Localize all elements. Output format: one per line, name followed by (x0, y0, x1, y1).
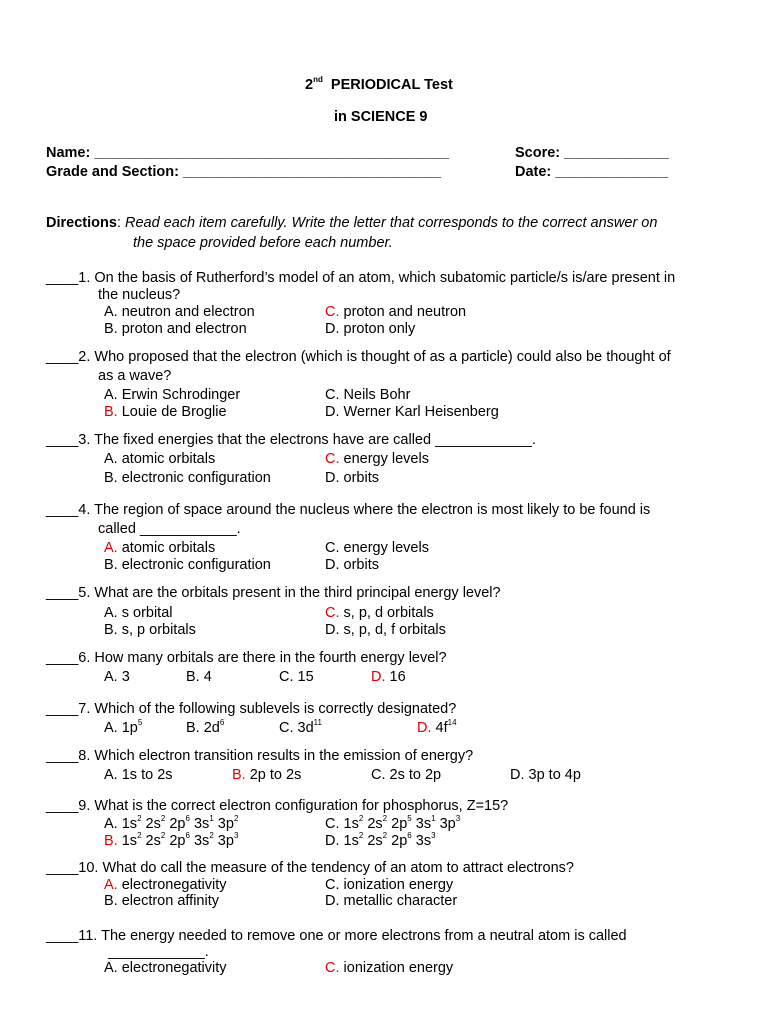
config-term: 3p (439, 816, 456, 832)
config-term: 1s (343, 816, 359, 832)
q7-option-a-text: A. 1p (104, 720, 138, 736)
question-11: ____11. The energy needed to remove one or more electrons from a neutral atom is called (46, 928, 627, 944)
config-term: 3p (217, 833, 234, 849)
q7-option-b-text: B. 2d (186, 720, 220, 736)
q7-option-c (279, 720, 322, 737)
question-5: ____5. What are the orbitals present in the third principal energy level? (46, 585, 501, 601)
config-exp: 6 (185, 814, 190, 823)
q9-option-d (325, 833, 436, 850)
q3-option-c (325, 451, 429, 468)
config-exp: 2 (209, 831, 214, 840)
question-4-cont: called ____________. (98, 521, 241, 537)
q2-option-d: D. Werner Karl Heisenberg (325, 404, 499, 420)
q4-answer-mark: A. (104, 540, 118, 556)
q10-option-c: C. ionization energy (325, 877, 454, 893)
config-exp: 1 (431, 814, 436, 823)
q6-option-d (371, 669, 406, 686)
config-term: 2s (145, 816, 161, 832)
q9-answer-mark: B. (104, 833, 118, 849)
q8-option-d: D. 3p to 4p (510, 767, 581, 783)
q8-option-b (232, 767, 301, 784)
config-term: 1s (343, 833, 359, 849)
config-term: 2p (169, 816, 186, 832)
q1-option-c (325, 304, 466, 321)
config-exp: 5 (407, 814, 412, 823)
q10-option-b: B. electron affinity (104, 893, 219, 909)
question-1: ____1. On the basis of Rutherford’s model of an atom, which subatomic particle/s is/are present in (46, 270, 676, 286)
q6-answer-mark: D. (371, 669, 386, 685)
q10-answer-mark: A. (104, 877, 118, 893)
question-8: ____8. Which electron transition results in the emission of energy? (46, 748, 474, 764)
config-exp: 6 (185, 831, 190, 840)
question-7: ____7. Which of the following sublevels is correctly designated? (46, 701, 457, 717)
q3-answer-mark: C. (325, 451, 340, 467)
config-term: 3s (193, 816, 210, 832)
config-exp: 2 (160, 814, 166, 823)
config-exp: 2 (137, 814, 142, 823)
config-term: 1s (121, 816, 138, 832)
q11-option-c (325, 960, 453, 977)
q3-option-c-text: energy levels (339, 451, 429, 467)
directions-line-2: the space provided before each number. (133, 235, 393, 251)
q4-option-b: B. electronic configuration (104, 557, 271, 573)
config-exp: 2 (233, 814, 239, 823)
config-exp: 2 (160, 831, 166, 840)
q3-option-d: D. orbits (325, 470, 379, 486)
q8-option-a: A. 1s to 2s (104, 767, 173, 783)
question-10: ____10. What do call the measure of the tendency of an atom to attract electrons? (46, 860, 574, 876)
q8-option-c: C. 2s to 2p (371, 767, 442, 783)
q5-option-d: D. s, p, d, f orbitals (325, 622, 446, 638)
q3-option-b: B. electronic configuration (104, 470, 271, 486)
name-field: Name: ____________________________________________ (46, 145, 450, 161)
question-1-cont: the nucleus? (98, 287, 181, 303)
config-term: 2p (391, 833, 408, 849)
config-term: 1s (121, 833, 138, 849)
q2-option-c: C. Neils Bohr (325, 387, 411, 403)
q2-option-b (104, 404, 227, 421)
directions-line-1: Read each item carefully. Write the letter that corresponds to the correct answer on (124, 215, 658, 231)
page-subtitle: in SCIENCE 9 (334, 109, 428, 125)
q7-option-a-sup: 5 (137, 718, 143, 727)
q7-option-a (104, 720, 142, 737)
q11-option-a: A. electronegativity (104, 960, 227, 976)
config-exp: 3 (233, 831, 239, 840)
q1-option-c-text: proton and neutron (339, 304, 467, 320)
title-superscript: nd (313, 75, 323, 84)
q5-option-a: A. s orbital (104, 605, 173, 621)
config-exp: 1 (209, 814, 214, 823)
question-2: ____2. Who proposed that the electron (which is thought of as a particle) could also be thought of (46, 349, 671, 365)
q5-answer-mark: C. (325, 605, 340, 621)
q7-option-d-text: 4f (431, 720, 448, 736)
config-term: 2p (169, 833, 186, 849)
q2-answer-mark: B. (104, 404, 118, 420)
q4-option-d: D. orbits (325, 557, 379, 573)
question-4: ____4. The region of space around the nucleus where the electron is most likely to be found is (46, 502, 651, 518)
config-exp: 6 (407, 831, 412, 840)
q3-option-a: A. atomic orbitals (104, 451, 216, 467)
q6-option-d-text: 16 (385, 669, 406, 685)
q9-option-d-letter: D. (325, 833, 340, 849)
q9-option-c (325, 816, 460, 833)
q2-option-a: A. Erwin Schrodinger (104, 387, 241, 403)
config-term: 3s (193, 833, 210, 849)
q10-option-a (104, 877, 227, 894)
q7-option-d (417, 720, 457, 737)
q5-option-c-text: s, p, d orbitals (339, 605, 434, 621)
config-term: 2p (391, 816, 408, 832)
question-11-cont: ____________. (108, 944, 209, 960)
q1-option-a: A. neutron and electron (104, 304, 255, 320)
q5-option-b: B. s, p orbitals (104, 622, 196, 638)
directions: Directions: Read each item carefully. Write the letter that corresponds to the correct answer on (46, 215, 658, 231)
question-9: ____9. What is the correct electron configuration for phosphorus, Z=15? (46, 798, 509, 814)
date-field: Date: ______________ (515, 164, 669, 180)
directions-label: Directions (46, 215, 117, 231)
config-exp: 3 (431, 831, 436, 840)
config-exp: 3 (455, 814, 461, 823)
config-exp: 2 (358, 814, 364, 823)
page-title (305, 77, 453, 94)
q8-option-b-text: 2p to 2s (245, 767, 302, 783)
q7-option-b-sup: 6 (219, 718, 225, 727)
q9-option-a-letter: A. (104, 816, 118, 832)
q1-answer-mark: C. (325, 304, 340, 320)
question-2-cont: as a wave? (98, 368, 172, 384)
q9-option-c-letter: C. (325, 816, 340, 832)
config-term: 2s (367, 816, 383, 832)
config-term: 2s (145, 833, 161, 849)
q4-option-a (104, 540, 215, 557)
q10-option-d: D. metallic character (325, 893, 458, 909)
config-term: 3s (415, 833, 432, 849)
q4-option-a-text: atomic orbitals (117, 540, 216, 556)
q6-option-c: C. 15 (279, 669, 314, 685)
q4-option-c: C. energy levels (325, 540, 429, 556)
q5-option-c (325, 605, 434, 622)
q7-option-c-sup: 11 (313, 718, 322, 727)
q11-option-c-text: ionization energy (339, 960, 454, 976)
config-exp: 2 (358, 831, 364, 840)
q7-option-c-text: C. 3d (279, 720, 314, 736)
q11-answer-mark: C. (325, 960, 340, 976)
q9-option-b (104, 833, 238, 850)
grade-section-field: Grade and Section: ________________________________ (46, 164, 442, 180)
config-term: 2s (367, 833, 383, 849)
title-number: 2 (305, 77, 314, 93)
q7-option-d-sup: 14 (447, 718, 457, 727)
q7-option-b (186, 720, 224, 737)
q6-option-b: B. 4 (186, 669, 212, 685)
config-exp: 2 (382, 814, 388, 823)
q1-option-d: D. proton only (325, 321, 416, 337)
q9-option-a (104, 816, 238, 833)
q7-answer-mark: D. (417, 720, 432, 736)
question-3: ____3. The fixed energies that the electrons have are called ____________. (46, 432, 536, 448)
q2-option-b-text: Louie de Broglie (117, 404, 227, 420)
question-6: ____6. How many orbitals are there in the fourth energy level? (46, 650, 447, 666)
config-term: 3s (415, 816, 432, 832)
title-text: PERIODICAL Test (330, 77, 453, 93)
score-field: Score: _____________ (515, 145, 669, 161)
config-exp: 2 (137, 831, 142, 840)
q6-option-a: A. 3 (104, 669, 130, 685)
config-exp: 2 (382, 831, 388, 840)
q8-answer-mark: B. (232, 767, 246, 783)
q1-option-b: B. proton and electron (104, 321, 247, 337)
config-term: 3p (217, 816, 234, 832)
q10-option-a-text: electronegativity (117, 877, 227, 893)
